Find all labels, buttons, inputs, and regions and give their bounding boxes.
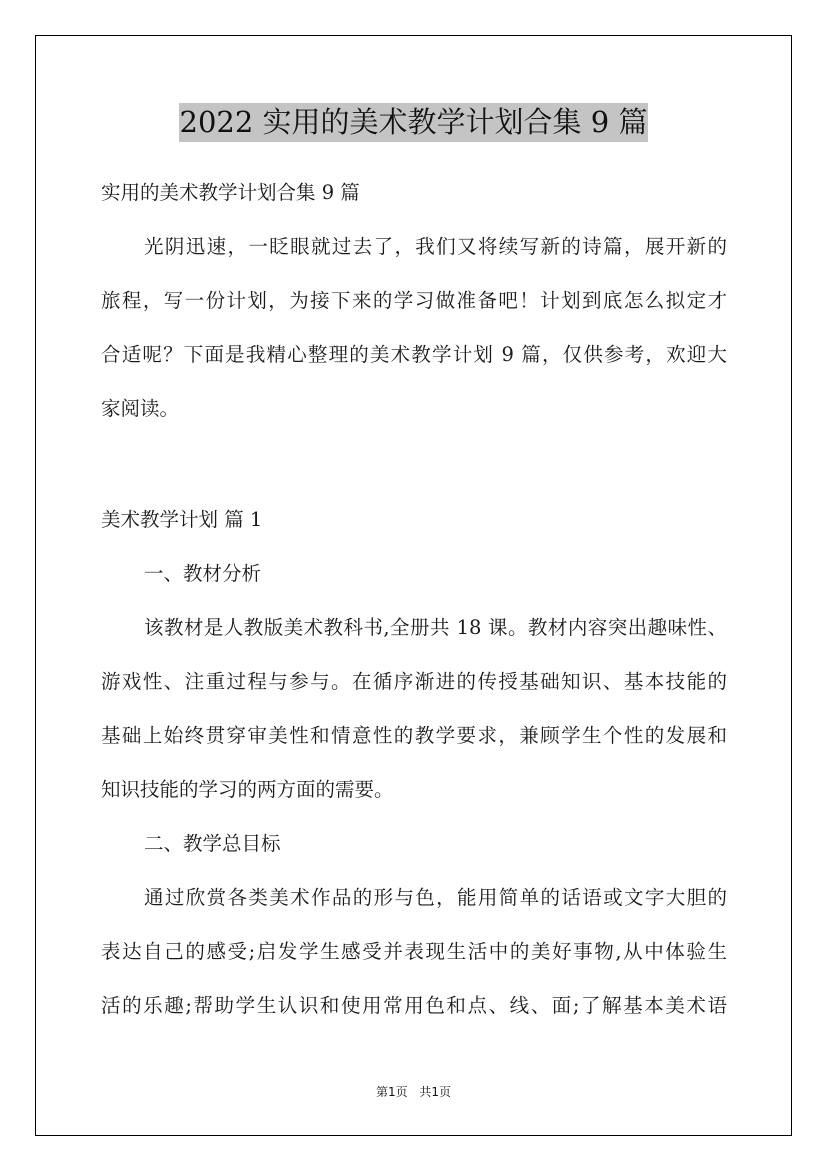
intro-line: 旅程，写一份计划，为接下来的学习做准备吧！计划到底怎么拟定才 [101, 289, 727, 312]
document-subtitle: 实用的美术教学计划合集 9 篇 [101, 181, 360, 204]
intro-line: 光阴迅速，一眨眼就过去了，我们又将续写新的诗篇，展开新的 [144, 235, 727, 258]
document-body [101, 166, 727, 1033]
document-title: 2022 实用的美术教学计划合集 9 篇 [179, 103, 649, 142]
section-line: 知识技能的学习的两方面的需要。 [101, 778, 394, 801]
intro-line: 家阅读。 [101, 397, 180, 420]
paragraph-gap [101, 436, 727, 490]
section-line: 活的乐趣;帮助学生认识和使用常用色和点、线、面;了解基本美术语 [101, 994, 727, 1017]
intro-line: 合适呢？下面是我精心整理的美术教学计划 9 篇，仅供参考，欢迎大 [101, 343, 727, 366]
plan-heading: 美术教学计划 篇 1 [101, 508, 263, 531]
section-line: 表达自己的感受;启发学生感受并表现生活中的美好事物,从中体验生 [101, 940, 727, 963]
section-line: 通过欣赏各类美术作品的形与色，能用简单的话语或文字大胆的 [144, 886, 727, 909]
page-footer: 第1页 共1页 [375, 1085, 452, 1099]
section-heading: 一、教材分析 [144, 562, 262, 585]
section-line: 基础上始终贯穿审美性和情意性的教学要求，兼顾学生个性的发展和 [101, 724, 727, 747]
section-line: 该教材是人教版美术教科书,全册共 18 课。教材内容突出趣味性、 [144, 616, 727, 639]
section-line: 游戏性、注重过程与参与。在循序渐进的传授基础知识、基本技能的 [101, 670, 727, 693]
title-container [0, 103, 827, 142]
section-heading: 二、教学总目标 [144, 832, 281, 855]
